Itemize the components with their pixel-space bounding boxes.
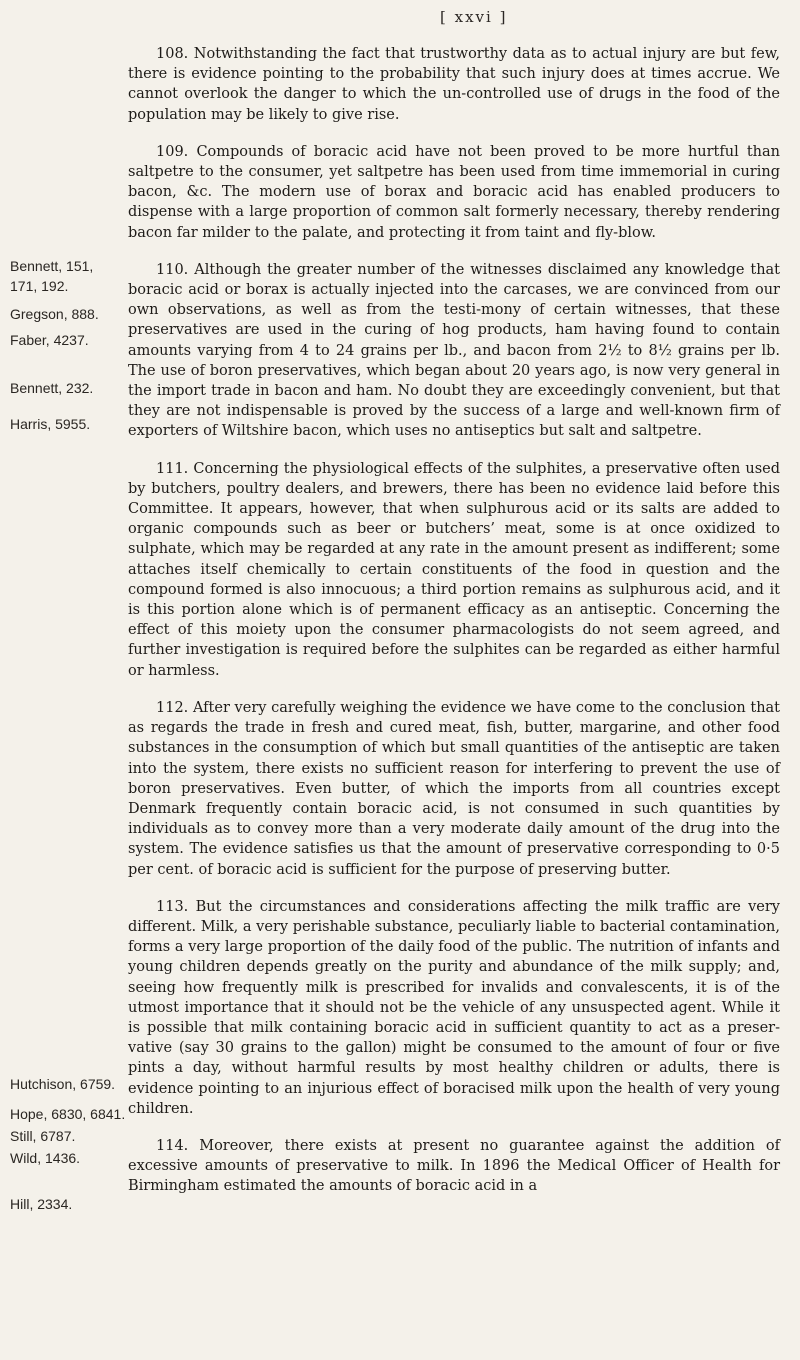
paragraph-114 [128,1136,780,1197]
paragraph-108 [128,44,780,125]
paragraph-number: 113. [156,898,189,915]
main-body [128,44,780,1214]
page-number: [ xxvi ] [440,8,508,26]
paragraph-113 [128,897,780,1119]
paragraph-number: 114. [156,1137,189,1154]
paragraph-text: Moreover, there exists at present no guarantee against the addition of excessive amounts of preservative to milk. In 1896 the Medical Officer of Health for Birmingham estimated the amounts of boracic acid in a [128,1137,780,1195]
margin-note: Harris, 5955. [10,416,91,432]
margin-note: Bennett, 151, [10,258,94,274]
margin-note: Bennett, 232. [10,380,94,396]
margin-note: Wild, 1436. [10,1150,81,1166]
paragraph-number: 110. [156,261,189,278]
margin-note: Faber, 4237. [10,332,89,348]
margin-notes [0,0,126,1360]
paragraph-text: Notwithstanding the fact that trustworthy data as to actual injury are but few, there is evidence pointing to the probability that such injury does at times accrue. We cannot overlook the danger to which the un-controlled use of drugs in the food of the population may be likely to give rise. [128,46,780,123]
paragraph-text: Compounds of boracic acid have not been proved to be more hurtful than saltpetre to the consumer, yet saltpetre has been used from time immemorial in curing bacon, &c. The modern use of borax and boracic acid has enabled producers to dispense with a large proportion of common salt formerly necessary, thereby rendering bacon far milder to the palate, and protecting it from taint and fly-blow. [128,143,780,241]
paragraph-number: 109. [156,143,189,160]
margin-note: 171, 192. [10,278,69,294]
margin-note: Hope, 6830, 6841. [10,1106,126,1122]
paragraph-number: 111. [156,460,189,477]
paragraph-text: Although the greater number of the witnesses disclaimed any knowledge that boracic acid or borax is actually injected into the carcases, we are convinced from our own observations, as well as from the testi-mony of certain witnesses, that these preservatives are used in the curing of hog products, ham having found to contain amounts varying from 4 to 24 grains per lb., and bacon from 2½ to 8½ grains per lb. The use of boron preservatives, which began about 20 years ago, is now very general in the import trade in bacon and ham. No doubt they are exceedingly convenient, but that they are not indispensable is proved by the success of a large and well-known firm of exporters of Wiltshire bacon, which uses no antiseptics but salt and saltpetre. [128,261,781,440]
margin-note: Hutchison, 6759. [10,1076,116,1092]
paragraph-112 [128,698,780,880]
paragraph-text: Concerning the physiological effects of the sulphites, a preservative often used by butchers, poultry dealers, and brewers, there has been no evidence laid before this Committee. It appears, however, that when sulphurous acid or its salts are added to organic compounds such as beer or butchers’ meat, some is at once oxidized to sulphate, which may be regarded at any rate in the amount present as indifferent; some attaches itself chemically to certain constituents of the food in question and the compound formed is also innocuous; a third portion remains as sulphurous acid, and it is this portion alone which is of permanent efficacy as an antiseptic. Concerning the effect of this moiety upon the consumer pharmacologists do not seem agreed, and further investigation is required before the sulphites can be regarded as either harmful or harmless. [128,460,780,679]
paragraph-number: 108. [156,46,189,62]
paragraph-110 [128,260,780,442]
margin-note: Still, 6787. [10,1128,76,1144]
paragraph-text: After very carefully weighing the evidence we have come to the conclusion that as regards the trade in fresh and cured meat, fish, butter, margarine, and other food substances in the consumption of which but small quantities of the antiseptic are taken into the system, there exists no sufficient reason for interfering to prevent the use of boron preservatives. Even butter, of which the imports from all countries except Denmark frequently contain boracic acid, is not consumed in such quantities by individuals as to convey more than a very moderate daily amount of the drug into the system. The evidence satisfies us that the amount of preservative corresponding to 0·5 per cent. of boracic acid is sufficient for the purpose of preserving butter. [128,699,781,878]
margin-note: Hill, 2334. [10,1196,73,1212]
margin-note: Gregson, 888. [10,306,99,322]
paragraph-text: But the circumstances and considerations affecting the milk traffic are very different. Milk, a very perishable substance, peculiarly liable to bacterial contamination, forms a very large proportion of the daily food of the public. The nutrition of infants and young children depends greatly on the purity and abundance of the milk supply; and, seeing how frequently milk is prescribed for invalids and convalescents, it is of the utmost importance that it should not be the vehicle of any unsuspected agent. While it is possible that milk containing boracic acid in sufficient quantity to act as a preser-vative (say 30 grains to the gallon) might be consumed to the amount of four or five pints a day, without harmful results by most healthy children or adults, there is evidence pointing to an injurious effect of boracised milk upon the health of very young children. [128,898,780,1117]
paragraph-109 [128,142,780,243]
paragraph-111 [128,459,780,681]
paragraph-number: 112. [156,699,189,716]
